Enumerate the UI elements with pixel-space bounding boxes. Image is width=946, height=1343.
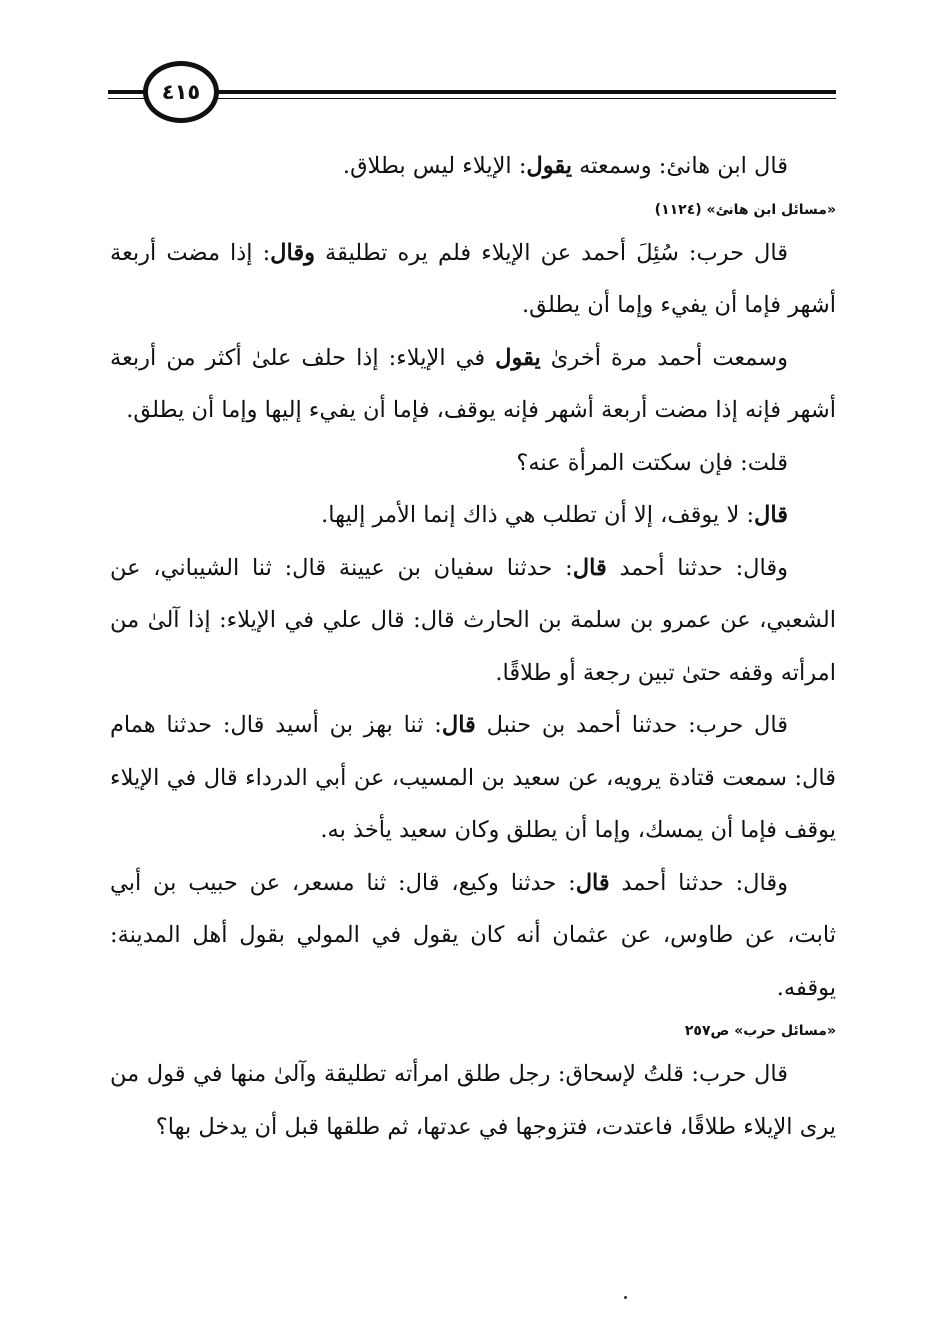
speaker-verb: قال: [754, 502, 788, 528]
paragraph: [110, 1048, 836, 1153]
speaker-verb: قال: [572, 554, 607, 581]
text-run: : حدثنا سفيان بن عيينة قال: ثنا الشيباني، عن الشعبي، عن عمرو بن سلمة بن الحارث قال: قال علي في الإيلاء: إذا آلىٰ من امرأته وقفه حتىٰ تبين رجعة أو طلاقًا.: [110, 554, 836, 686]
paragraph: [110, 227, 836, 332]
text-run: : ثنا بهز بن أسيد قال: حدثنا همام قال: سمعت قتادة يرويه، عن سعيد بن المسيب، عن أبي الدرداء قال في الإيلاء يوقف فإما أن يمسك، وإما أن يطلق وكان سعيد يأخذ به.: [110, 712, 836, 843]
page-body: [110, 140, 836, 1153]
source-reference: «مسائل ابن هانئ» (١١٢٤): [654, 201, 836, 218]
text-run: : حدثنا وكيع، قال: ثنا مسعر، عن حبيب بن أبي ثابت، عن طاوس، عن عثمان أنه كان يقول في المولي بقول أهل المدينة: يوقفه.: [110, 869, 836, 1001]
speaker-verb: قال: [575, 869, 610, 896]
page-number: ٤١٥: [161, 80, 201, 104]
speaker-verb: وقال: [270, 239, 315, 266]
text-run: قلت: فإن سكتت المرأة عنه؟: [516, 449, 788, 476]
text-run: وقال: حدثنا أحمد: [606, 554, 788, 581]
source-reference: «مسائل حرب» ص٢٥٧: [684, 1023, 836, 1039]
paragraph: [110, 140, 836, 193]
paragraph: [110, 332, 836, 437]
paragraph: [110, 699, 836, 857]
text-run: قال ابن هانئ: وسمعته: [572, 153, 788, 179]
paragraph: [110, 489, 836, 542]
text-run: في الإيلاء: إذا حلف علىٰ أكثر من أربعة أشهر فإنه إذا مضت أربعة أشهر فإنه يوقف، فإما أن يفيء إليها وإما أن يطلق.: [110, 344, 836, 423]
text-run: قال حرب: سُئِلَ أحمد عن الإيلاء فلم يره تطليقة: [315, 239, 788, 266]
speaker-verb: يقول: [495, 344, 541, 371]
text-run: وقال: حدثنا أحمد: [609, 869, 788, 896]
text-run: : الإيلاء ليس بطلاق.: [342, 153, 527, 179]
paragraph: [110, 437, 836, 490]
text-run: : لا يوقف، إلا أن تطلب هي ذاك إنما الأمر إليها.: [321, 502, 755, 528]
paragraph: [110, 542, 836, 700]
paragraph: [110, 857, 836, 1015]
text-run: : إذا مضت أربعة أشهر فإما أن يفيء وإما أن يطلق.: [110, 239, 836, 318]
page-number-badge: [143, 61, 219, 123]
footer-mark: [624, 1296, 627, 1299]
speaker-verb: قال: [441, 712, 476, 738]
text-run: وسمعت أحمد مرة أخرىٰ: [540, 344, 788, 371]
text-run: قال حرب: حدثنا أحمد بن حنبل: [475, 712, 788, 738]
text-run: قال حرب: قلتُ لإسحاق: رجل طلق امرأته تطليقة وآلىٰ منها في قول من يرى الإيلاء طلاقًا، فاعتدت، فتزوجها في عدتها، ثم طلقها قبل أن يدخل بها؟: [110, 1061, 836, 1140]
speaker-verb: يقول: [526, 153, 573, 179]
